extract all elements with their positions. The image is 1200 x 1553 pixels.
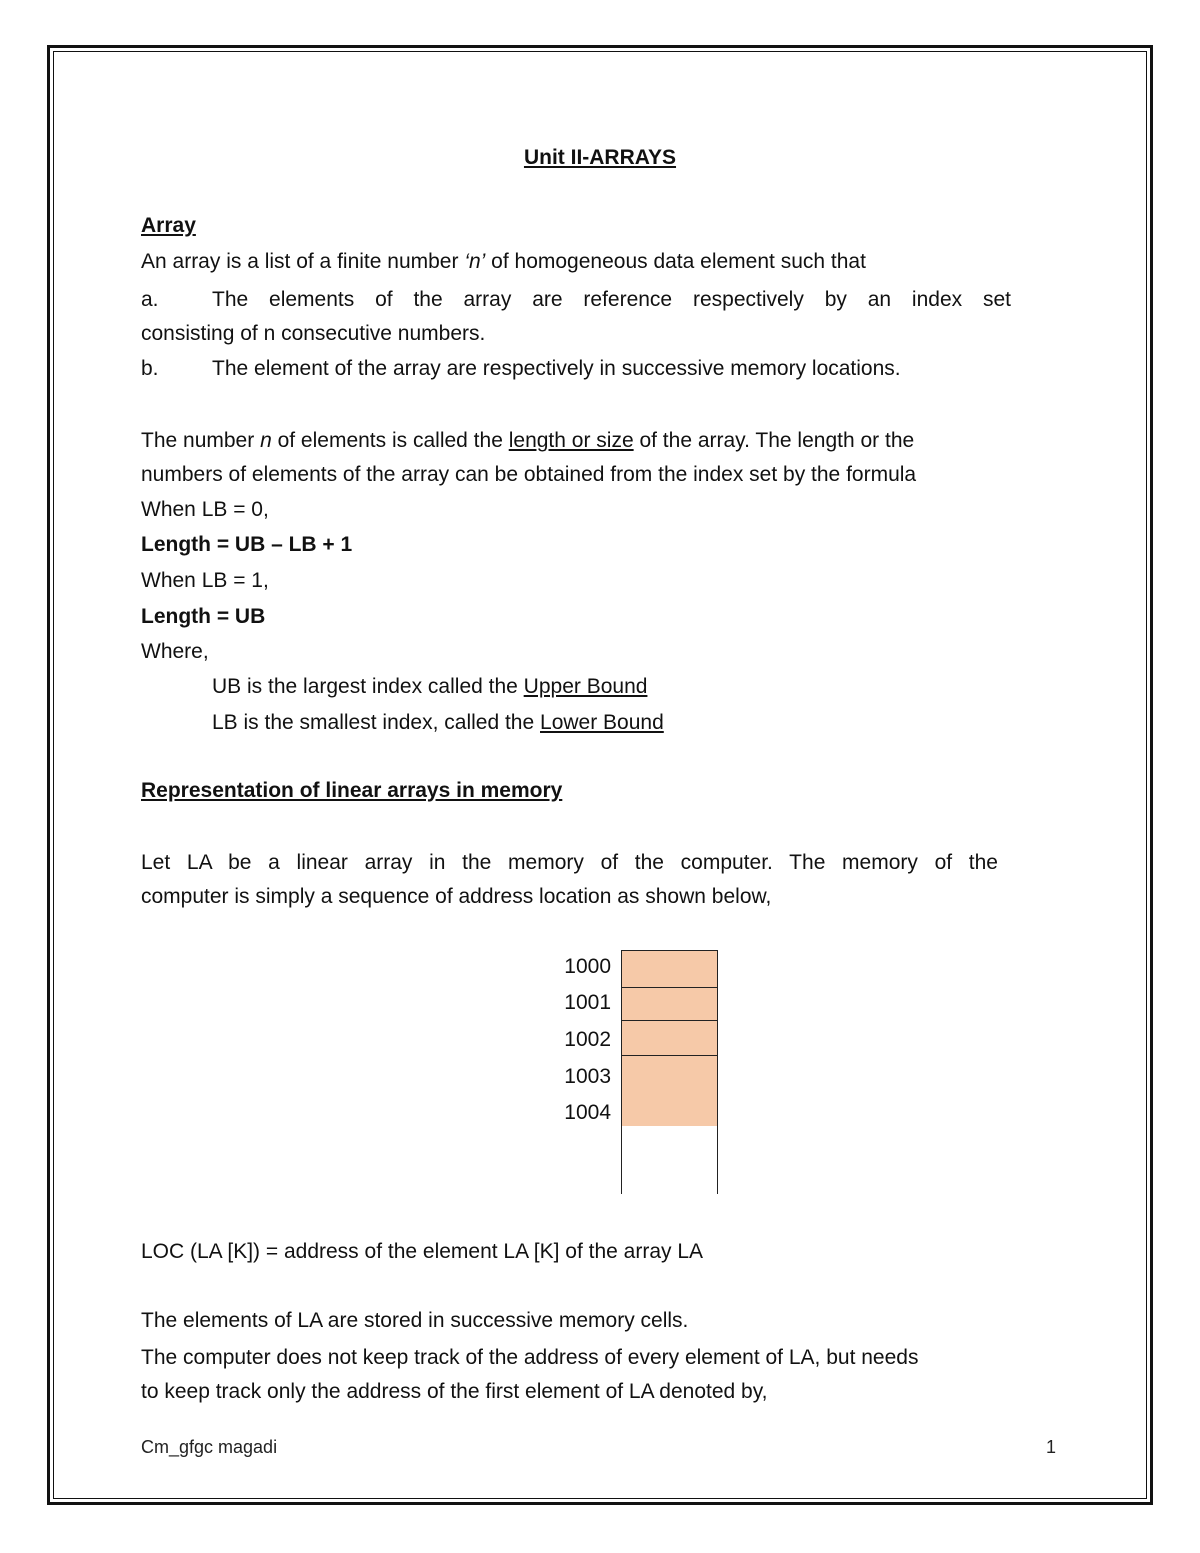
loc-definition: LOC (LA [K]) = address of the element LA [K] of the array LA (141, 1240, 704, 1263)
formula-length-1: Length = UB – LB + 1 (141, 533, 353, 556)
ub-definition (212, 673, 647, 701)
lower-bound-term: Lower Bound (540, 711, 664, 734)
length-l1-mid: of elements is called the (271, 429, 509, 452)
memory-cell (621, 1055, 718, 1127)
address-label: 1003 (564, 1065, 611, 1088)
memory-cell (621, 1020, 718, 1056)
successive-cells-text: The elements of LA are stored in successive memory cells. (141, 1309, 689, 1332)
formula-length-2: Length = UB (141, 605, 266, 628)
when-lb1: When LB = 1, (141, 569, 269, 592)
length-para-line1 (141, 427, 914, 455)
track-para-line1: The computer does not keep track of the address of every element of LA, but needs (141, 1346, 919, 1369)
array-intro-post: of homogeneous data element such that (485, 250, 866, 273)
length-or-size-term: length or size (508, 429, 634, 452)
repr-heading: Representation of linear arrays in memory (141, 779, 563, 802)
address-label: 1000 (564, 955, 611, 978)
array-intro-pre: An array is a list of a finite number (141, 250, 465, 273)
ub-def-text: UB is the largest index called the (212, 675, 524, 698)
page-title: Unit II-ARRAYS (523, 146, 677, 169)
repr-para-line2: computer is simply a sequence of address location as shown below, (141, 885, 772, 908)
upper-bound-term: Upper Bound (523, 675, 648, 698)
length-l1-pre: The number (141, 429, 261, 452)
repr-para-line1: Let LA be a linear array in the memory of the computer. The memory of the (141, 851, 998, 874)
address-label: 1004 (564, 1101, 611, 1124)
address-label: 1001 (564, 991, 611, 1014)
lb-definition (212, 709, 664, 737)
memory-cell (621, 987, 718, 1021)
array-intro (141, 248, 866, 276)
length-para-line2: numbers of elements of the array can be obtained from the index set by the formula (141, 463, 917, 486)
item-a-marker: a. (141, 288, 159, 311)
track-para-line2: to keep track only the address of the first element of LA denoted by, (141, 1380, 768, 1403)
array-intro-italic: ‘n’ (464, 250, 486, 273)
item-a-line2: consisting of n consecutive numbers. (141, 322, 486, 345)
address-label: 1002 (564, 1028, 611, 1051)
array-heading: Array (141, 214, 196, 237)
lb-def-text: LB is the smallest index, called the (212, 711, 541, 734)
memory-cell-empty (621, 1126, 718, 1194)
when-lb0: When LB = 0, (141, 498, 269, 521)
item-b-text: The element of the array are respectively in successive memory locations. (212, 357, 901, 380)
memory-cell (621, 950, 718, 988)
length-l1-post: of the array. The length or the (633, 429, 915, 452)
page-number: 1 (1046, 1437, 1057, 1457)
where-label: Where, (141, 640, 209, 663)
item-a-line1: The elements of the array are reference respectively by an index set (212, 288, 1011, 311)
footer-left: Cm_gfgc magadi (141, 1437, 278, 1457)
item-b-marker: b. (141, 357, 159, 380)
length-l1-italic: n (260, 429, 272, 452)
